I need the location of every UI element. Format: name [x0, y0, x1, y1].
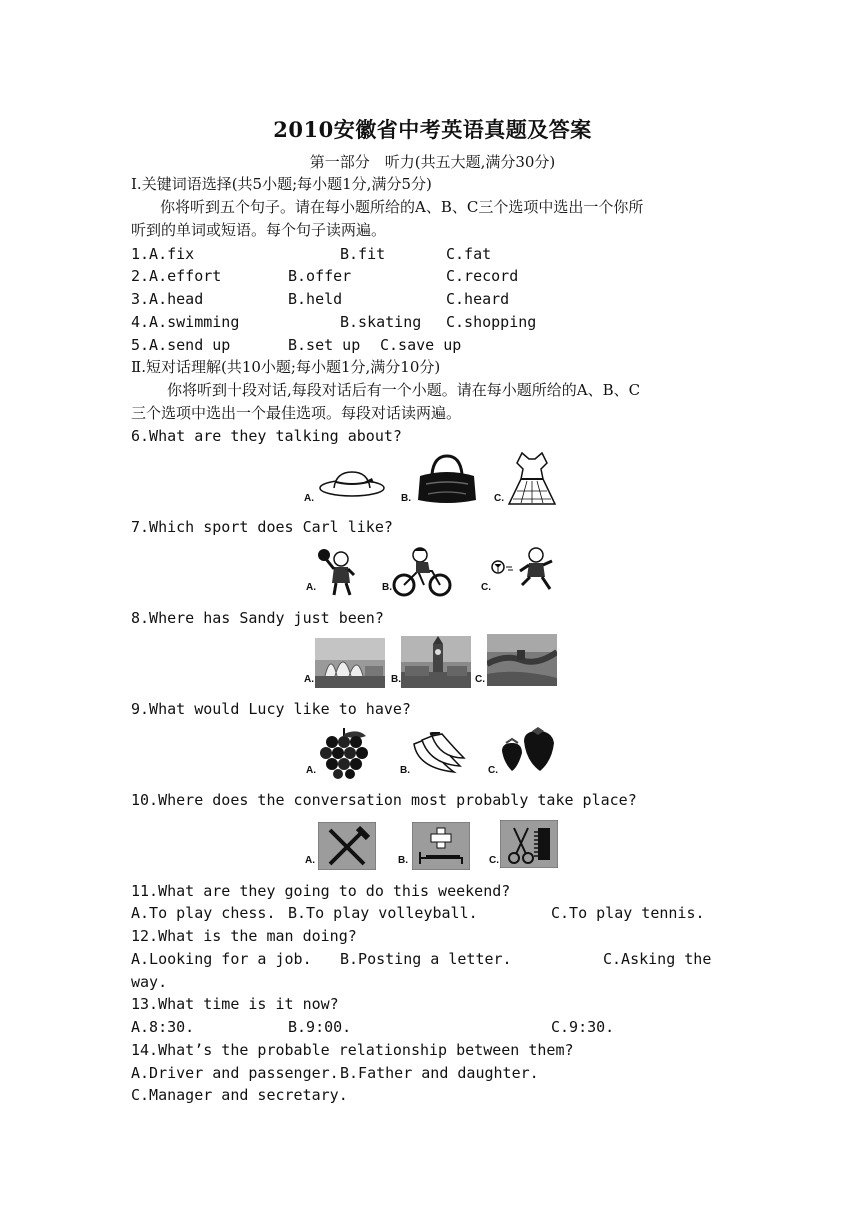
q3-option-a: 3.A.head — [131, 290, 204, 308]
q11-option-a: A.To play chess. — [131, 904, 276, 922]
q2-option-c: C.record — [446, 267, 519, 285]
handbag-icon — [414, 454, 480, 506]
q6-question: 6.What are they talking about? — [131, 427, 402, 445]
barbershop-sign-icon — [500, 820, 558, 868]
strawberries-icon — [498, 727, 558, 777]
section1-heading: Ⅰ.关键词语选择(共5小题;每小题1分,满分5分) — [131, 175, 432, 193]
q9-question: 9.What would Lucy like to have? — [131, 700, 411, 718]
q11-question: 11.What are they going to do this weekend? — [131, 882, 511, 900]
q8-label-a: A. — [304, 674, 314, 685]
q4-option-b: B.skating — [340, 313, 422, 331]
q3-option-b: B.held — [288, 290, 343, 308]
q6-label-b: B. — [401, 493, 411, 504]
q12-option-c-wrap: way. — [131, 973, 168, 991]
q12-option-b: B.Posting a letter. — [340, 950, 512, 968]
q10-label-b: B. — [398, 855, 408, 866]
q9-label-a: A. — [306, 765, 316, 776]
bananas-icon — [410, 732, 466, 778]
big-ben-photo — [401, 636, 471, 688]
q5-option-c: C.save up — [380, 336, 462, 354]
hospital-sign-icon — [412, 822, 470, 870]
q1-option-b: B.fit — [340, 245, 386, 263]
q4-option-c: C.shopping — [446, 313, 537, 331]
q11-option-b: B.To play volleyball. — [288, 904, 478, 922]
q14-option-c: C.Manager and secretary. — [131, 1086, 348, 1104]
q14-option-a: A.Driver and passenger. — [131, 1064, 339, 1082]
dress-icon — [507, 449, 557, 507]
q6-label-a: A. — [304, 493, 314, 504]
page-title: 2010安徽省中考英语真题及答案 — [273, 117, 592, 142]
q10-question: 10.Where does the conversation most probably take place? — [131, 791, 637, 809]
q13-option-a: A.8:30. — [131, 1018, 195, 1036]
q7-label-c: C. — [481, 582, 491, 593]
section1-intro-line1: 你将听到五个句子。请在每小题所给的A、B、C三个选项中选出一个你所 — [160, 198, 644, 216]
section1-intro-line2: 听到的单词或短语。每个句子读两遍。 — [131, 221, 387, 239]
great-wall-photo — [487, 634, 557, 686]
q14-question: 14.What’s the probable relationship between them? — [131, 1041, 574, 1059]
q2-option-b: B.offer — [288, 267, 352, 285]
q14-option-b: B.Father and daughter. — [340, 1064, 539, 1082]
q6-label-c: C. — [494, 493, 504, 504]
q12-option-a: A.Looking for a job. — [131, 950, 312, 968]
q13-question: 13.What time is it now? — [131, 995, 339, 1013]
grapes-icon — [318, 726, 370, 780]
sydney-opera-house-photo — [315, 638, 385, 688]
q3-option-c: C.heard — [446, 290, 510, 308]
q8-question: 8.Where has Sandy just been? — [131, 609, 384, 627]
q13-option-c: C.9:30. — [551, 1018, 615, 1036]
q1-option-c: C.fat — [446, 245, 492, 263]
q9-label-b: B. — [400, 765, 410, 776]
hat-icon — [318, 468, 386, 498]
q9-label-c: C. — [488, 765, 498, 776]
q12-question: 12.What is the man doing? — [131, 927, 357, 945]
q7-question: 7.Which sport does Carl like? — [131, 518, 393, 536]
q7-label-b: B. — [382, 582, 392, 593]
q11-option-c: C.To play tennis. — [551, 904, 705, 922]
q7-label-a: A. — [306, 582, 316, 593]
soccer-player-icon — [490, 545, 560, 591]
q8-label-b: B. — [391, 674, 401, 685]
basketball-player-icon — [316, 545, 362, 597]
restaurant-sign-icon — [318, 822, 376, 870]
q2-option-a: 2.A.effort — [131, 267, 222, 285]
q10-label-a: A. — [305, 855, 315, 866]
cyclist-icon — [392, 545, 452, 597]
q1-option-a: 1.A.fix — [131, 245, 195, 263]
q10-label-c: C. — [489, 855, 499, 866]
section2-intro-line2: 三个选项中选出一个最佳选项。每段对话读两遍。 — [131, 404, 462, 422]
q12-option-c: C.Asking the — [603, 950, 712, 968]
q5-option-b: B.set up — [288, 336, 361, 354]
q13-option-b: B.9:00. — [288, 1018, 352, 1036]
section2-heading: Ⅱ.短对话理解(共10小题;每小题1分,满分10分) — [131, 358, 441, 376]
section2-intro-line1: 你将听到十段对话,每段对话后有一个小题。请在每小题所给的A、B、C — [167, 381, 641, 399]
q4-option-a: 4.A.swimming — [131, 313, 240, 331]
q5-option-a: 5.A.send up — [131, 336, 231, 354]
q8-label-c: C. — [475, 674, 485, 685]
part-heading: 第一部分 听力(共五大题,满分30分) — [309, 153, 556, 171]
